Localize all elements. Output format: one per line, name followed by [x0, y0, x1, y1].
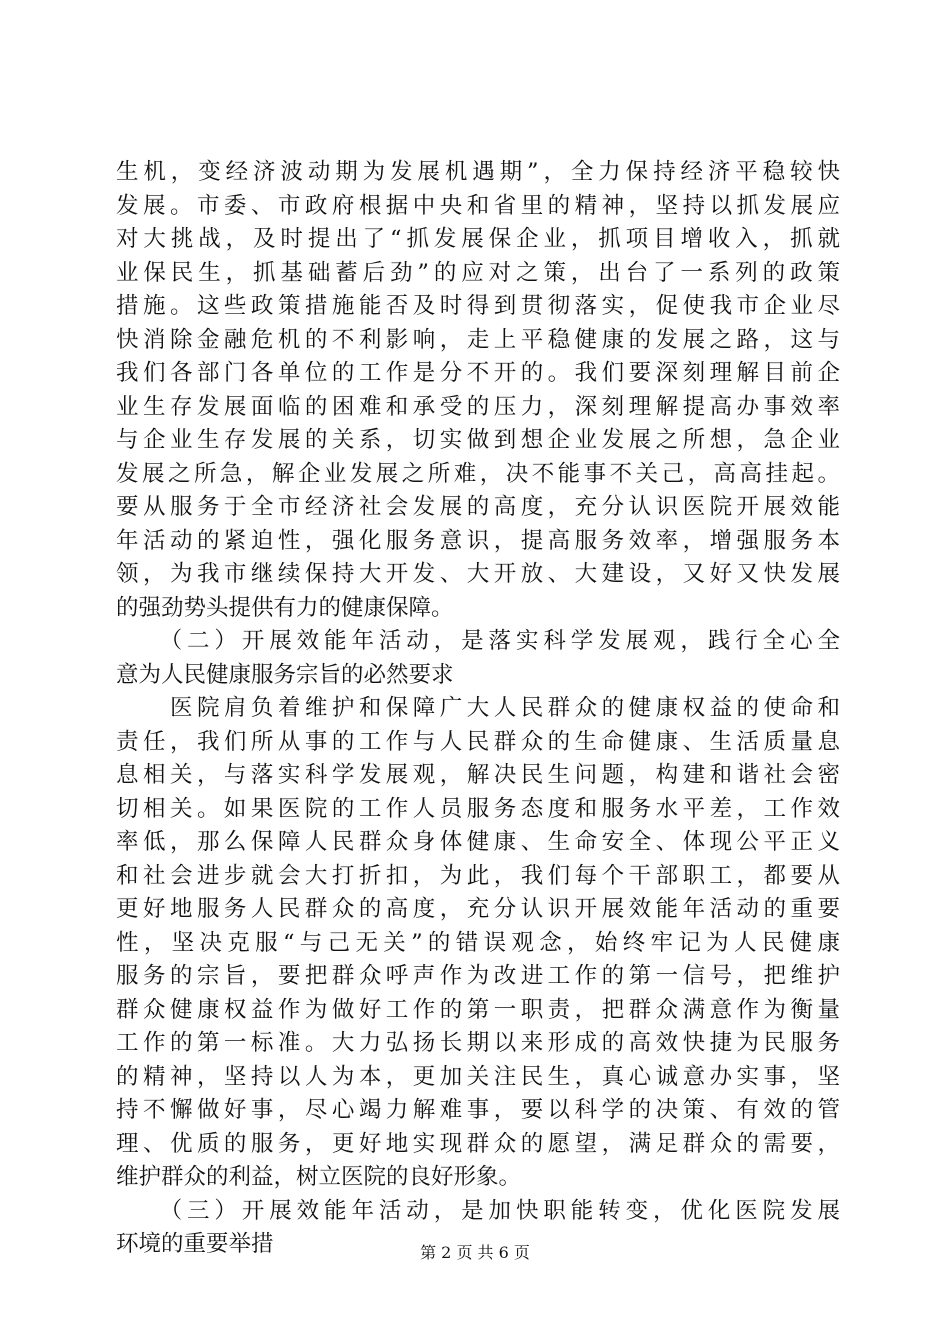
text-line: 群众健康权益作为做好工作的第一职责，把群众满意作为衡量	[116, 996, 840, 1023]
document-body	[116, 156, 840, 1262]
text-line: 意为人民健康服务宗旨的必然要求	[116, 661, 454, 688]
text-line: 业生存发展面临的困难和承受的压力，深刻理解提高办事效率	[116, 393, 840, 420]
text-line: 的强劲势头提供有力的健康保障。	[116, 594, 454, 621]
text-line: 息相关，与落实科学发展观，解决民生问题，构建和谐社会密	[116, 762, 840, 788]
text-line: 业保民生，抓基础蓄后劲”的应对之策，出台了一系列的政策	[116, 259, 840, 286]
text-line: 我们各部门各单位的工作是分不开的。我们要深刻理解目前企	[116, 360, 840, 386]
text-line: 持不懈做好事，尽心竭力解难事，要以科学的决策、有效的管	[116, 1097, 840, 1123]
text-line: 发展之所急，解企业发展之所难，决不能事不关己，高高挂起。	[116, 460, 840, 487]
text-line: 理、优质的服务，更好地实现群众的愿望，满足群众的需要，	[116, 1130, 840, 1157]
text-line: 发展。市委、市政府根据中央和省里的精神，坚持以抓发展应	[116, 192, 840, 219]
text-line: 环境的重要举措	[116, 1231, 274, 1257]
text-line: 领，为我市继续保持大开发、大开放、大建设，又好又快发展	[116, 561, 840, 587]
text-line: 年活动的紧迫性，强化服务意识，提高服务效率，增强服务本	[116, 527, 840, 554]
page-footer: 第 2 页 共 6 页	[420, 1243, 530, 1262]
text-line: 更好地服务人民群众的高度，充分认识开展效能年活动的重要	[116, 896, 840, 922]
text-line: 快消除金融危机的不利影响，走上平稳健康的发展之路，这与	[116, 326, 840, 353]
text-line: 切相关。如果医院的工作人员服务态度和服务水平差，工作效	[116, 795, 840, 822]
text-line: 工作的第一标准。大力弘扬长期以来形成的高效快捷为民服务	[116, 1030, 840, 1056]
text-line: 医院肩负着维护和保障广大人民群众的健康权益的使命和	[116, 695, 840, 721]
text-line: 措施。这些政策措施能否及时得到贯彻落实，促使我市企业尽	[116, 293, 840, 319]
text-line: 和社会进步就会大打折扣，为此，我们每个干部职工，都要从	[116, 862, 840, 889]
text-line: （三）开展效能年活动，是加快职能转变，优化医院发展	[116, 1197, 840, 1224]
text-line: 责任，我们所从事的工作与人民群众的生命健康、生活质量息	[116, 728, 840, 755]
text-line: 率低，那么保障人民群众身体健康、生命安全、体现公平正义	[116, 829, 840, 855]
text-line: 对大挑战，及时提出了“抓发展保企业，抓项目增收入，抓就	[116, 226, 840, 252]
text-line: 的精神，坚持以人为本，更加关注民生，真心诚意办实事，坚	[116, 1063, 840, 1090]
text-line: 与企业生存发展的关系，切实做到想企业发展之所想，急企业	[116, 427, 840, 453]
text-line: 服务的宗旨，要把群众呼声作为改进工作的第一信号，把维护	[116, 963, 840, 989]
text-line: （二）开展效能年活动，是落实科学发展观，践行全心全	[116, 628, 840, 654]
text-line: 维护群众的利益，树立医院的良好形象。	[116, 1164, 522, 1190]
text-line: 生机，变经济波动期为发展机遇期”，全力保持经济平稳较快	[116, 159, 840, 185]
text-line: 要从服务于全市经济社会发展的高度，充分认识医院开展效能	[116, 494, 840, 520]
text-line: 性，坚决克服“与己无关”的错误观念，始终牢记为人民健康	[116, 929, 840, 956]
